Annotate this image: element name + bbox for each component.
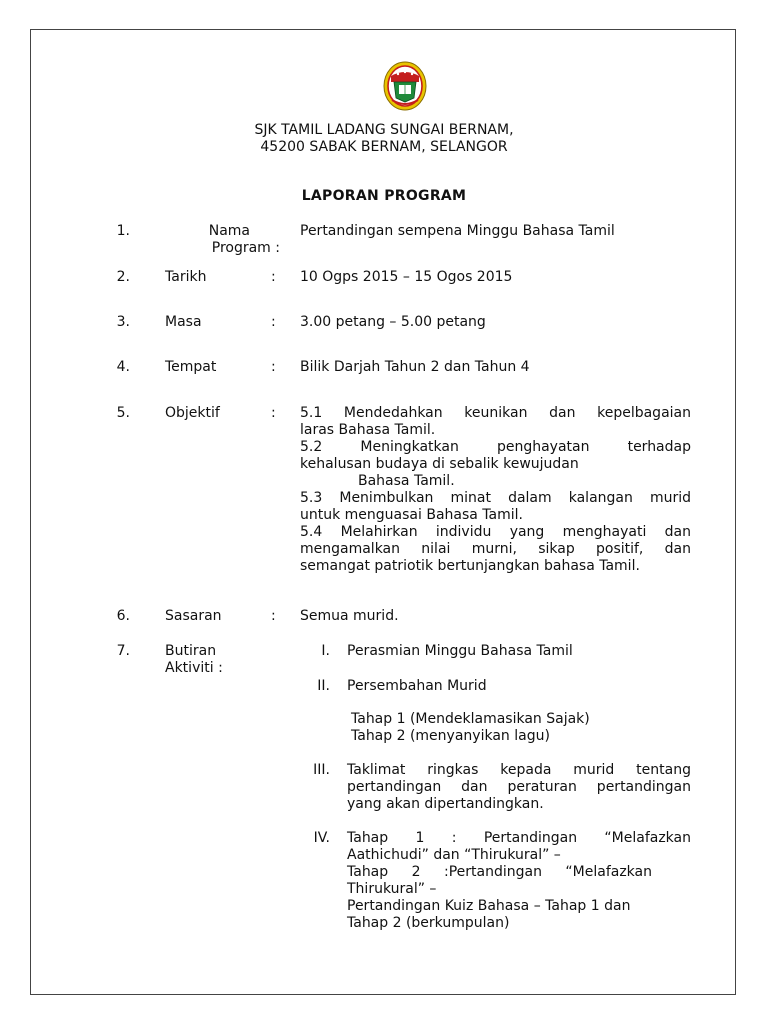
objective-line: semangat patriotik bertunjangkan bahasa Tamil. (300, 558, 640, 574)
row-colon: : (271, 405, 276, 421)
activity-line: Tahap 1 : Pertandingan “Melafazkan (347, 830, 691, 846)
objective-line: mengamalkan nilai murni, sikap positif, dan (300, 541, 691, 557)
activity-text-block (347, 830, 691, 932)
sublines-block (351, 711, 695, 745)
activity-line: Pertandingan Kuiz Bahasa – Tahap 1 dan (347, 898, 631, 914)
activity-line: Aathichudi” dan “Thirukural” – (347, 847, 561, 863)
row-label: Masa (165, 314, 202, 330)
activity-text: Perasmian Minggu Bahasa Tamil (347, 643, 573, 659)
row-colon: : (271, 269, 276, 285)
objective-line: laras Bahasa Tamil. (300, 422, 436, 438)
row-label: Tarikh (165, 269, 207, 285)
row-number: 6. (116, 608, 130, 624)
roman-numeral: IV. (313, 830, 330, 846)
row-label-line1: Butiran (165, 643, 217, 659)
row-value: Pertandingan sempena Minggu Bahasa Tamil (300, 223, 615, 239)
row-label-line2: Program : (211, 240, 280, 256)
objective-lines (300, 405, 691, 575)
row-value: Semua murid. (300, 608, 399, 624)
activity-line: yang akan dipertandingkan. (347, 796, 544, 812)
objective-line: kehalusan budaya di sebalik kewujudan (300, 456, 579, 472)
activity-line: pertandingan dan peraturan pertandingan (347, 779, 691, 795)
row-colon: : (271, 608, 276, 624)
row-number: 1. (116, 223, 130, 239)
school-crest-logo (382, 60, 428, 112)
row-label-line2: Aktiviti : (165, 660, 223, 676)
row-value: 10 Ogps 2015 – 15 Ogos 2015 (300, 269, 513, 285)
row-number: 2. (116, 269, 130, 285)
activity-line: Tahap 2 (berkumpulan) (347, 915, 510, 931)
document-title: LAPORAN PROGRAM (301, 188, 467, 204)
activity-line: Tahap 2 :Pertandingan “Melafazkan (347, 864, 652, 880)
row-label-line1: Nama (208, 223, 250, 239)
row-number: 7. (116, 643, 130, 659)
school-address: 45200 SABAK BERNAM, SELANGOR (260, 139, 508, 155)
row-value: Bilik Darjah Tahun 2 dan Tahun 4 (300, 359, 530, 375)
row-label: Objektif (165, 405, 220, 421)
row-colon: : (271, 359, 276, 375)
row-number: 5. (116, 405, 130, 421)
activity-line: Thirukural” – (347, 881, 437, 897)
objective-line: 5.1 Mendedahkan keunikan dan kepelbagaian (300, 405, 691, 421)
subline: Tahap 2 (menyanyikan lagu) (351, 728, 550, 744)
objective-line: 5.3 Menimbulkan minat dalam kalangan murid (300, 490, 691, 506)
row-colon: : (271, 314, 276, 330)
activity-text: Persembahan Murid (347, 678, 487, 694)
row-number: 4. (116, 359, 130, 375)
objective-line: untuk menguasai Bahasa Tamil. (300, 507, 523, 523)
roman-numeral: I. (321, 643, 330, 659)
objective-line: 5.2 Meningkatkan penghayatan terhadap (300, 439, 691, 455)
row-label: Tempat (165, 359, 217, 375)
row-number: 3. (116, 314, 130, 330)
row-label: Sasaran (165, 608, 222, 624)
objective-line: 5.4 Melahirkan individu yang menghayati dan (300, 524, 691, 540)
subline: Tahap 1 (Mendeklamasikan Sajak) (351, 711, 590, 727)
objective-line: Bahasa Tamil. (358, 473, 455, 489)
roman-numeral: III. (313, 762, 330, 778)
school-name: SJK TAMIL LADANG SUNGAI BERNAM, (254, 122, 514, 138)
activity-text-block (347, 762, 691, 813)
activity-line: Taklimat ringkas kepada murid tentang (347, 762, 691, 778)
roman-numeral: II. (317, 678, 330, 694)
row-value: 3.00 petang – 5.00 petang (300, 314, 486, 330)
